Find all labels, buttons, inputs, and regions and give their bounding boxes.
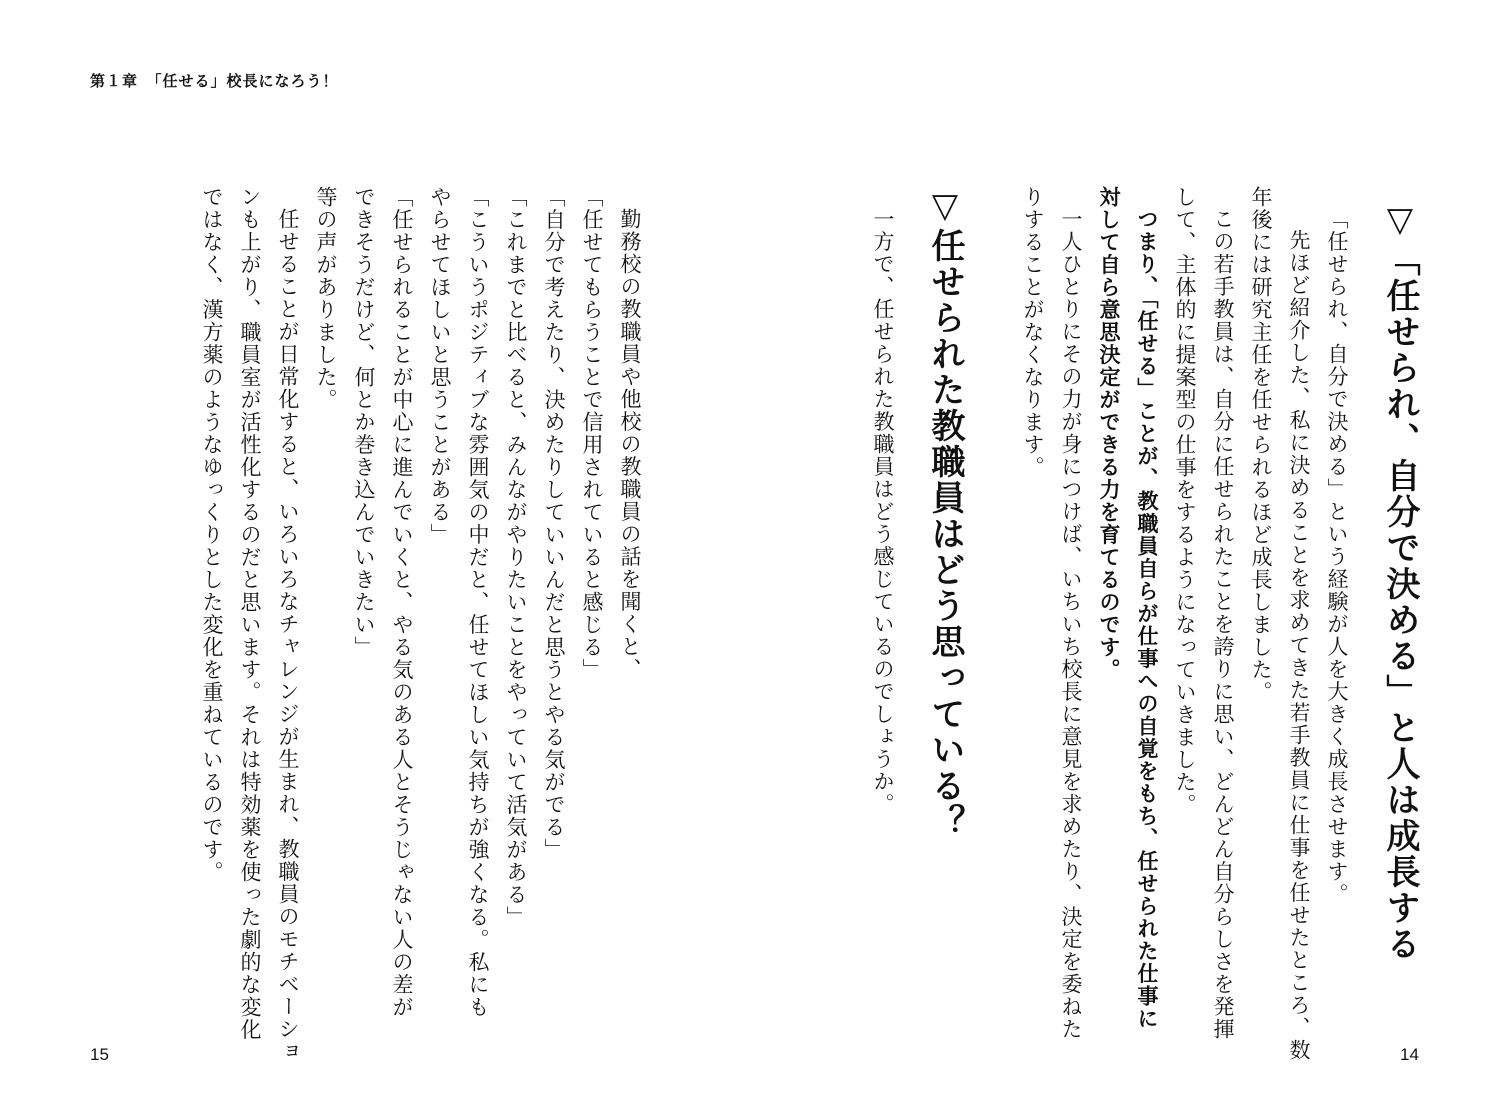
body-line: ではなく、漢方薬のようなゆっくりとした変化を重ねているのです。 [200,186,224,884]
page-number-right: 14 [1400,1045,1419,1064]
body-line: この若手教員は、自分に任せられたことを誇りに思い、どんどん自分らしさを発揮 [1211,208,1235,1041]
body-line: りすることがなくなります。 [1021,186,1045,479]
body-line: 先ほど紹介した、私に決めることを求めてきた若手教員に仕事を任せたところ、数 [1287,229,1311,1062]
quote-line: 「こういうポジティブな雰囲気の中だと、任せてほしい気持ちが強くなる。私にも [466,186,490,1019]
emphasis-line: 対して自ら意思決定ができる力を育てるのです。 [1097,186,1121,681]
body-line: 勤務校の教職員や他校の教職員の話を聞くと、 [618,208,642,681]
quote-line: やらせてほしいと思うことがある」 [428,186,452,546]
body-line: して、主体的に提案型の仕事をするようになっていきました。 [1173,186,1197,816]
quote-line: 「自分で考えたり、決めたりしていいんだと思うとやる気がでる」 [542,186,566,861]
body-line: 年後には研究主任を任せられるほど成長しました。 [1249,186,1273,704]
body-line: 任せることが日常化すると、いろいろなチャレンジが生まれ、教職員のモチベーショ [276,208,300,1063]
quote-line: 「これまでと比べると、みんながやりたいことをやっていて活気がある」 [504,186,528,929]
quote-line: 「任せてもらうことで信用されていると感じる」 [580,186,604,681]
section-heading-growth: ▽「任せられ、自分で決める」と人は成長する [1380,200,1420,962]
running-head: 第１章 「任せる」校長になろう！ [90,72,339,90]
quote-line: できそうだけど、何とか巻き込んでいきたい」 [352,186,376,659]
body-line: 一方で、任せられた教職員はどう感じているのでしょうか。 [871,208,895,816]
body-line: 「任せられ、自分で決める」という経験が人を大きく成長させます。 [1325,208,1349,906]
body-line: ンも上がり、職員室が活性化するのだと思います。それは特効薬を使った劇的な変化 [238,186,262,1041]
emphasis-line: つまり、「任せる」ことが、教職員自らが仕事への自覚をもち、任せられた仕事に [1135,208,1159,1030]
quote-line: 「任せられることが中心に進んでいくと、やる気のある人とそうじゃない人の差が [390,186,414,1019]
page-number-left: 15 [90,1045,109,1064]
body-line: 一人ひとりにその力が身につけば、いちいち校長に意見を求めたり、決定を委ねた [1059,208,1083,1041]
section-heading-feelings: ▽任せられた教職員はどう思っている？ [925,186,965,840]
body-line: 等の声がありました。 [314,186,338,411]
